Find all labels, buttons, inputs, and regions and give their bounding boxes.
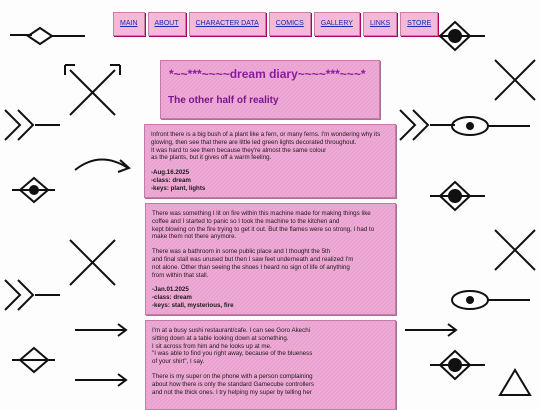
diary-entry xyxy=(145,320,396,410)
nav-main-link[interactable]: MAIN xyxy=(113,12,145,36)
tent-icon xyxy=(500,370,530,395)
diamond-arrow-icon xyxy=(12,348,55,372)
curved-arrow-icon xyxy=(75,159,129,172)
crossed-arrows-icon xyxy=(65,65,120,115)
arrow-icon xyxy=(405,324,456,336)
diamond-arrow-icon xyxy=(430,182,485,210)
main-navigation xyxy=(113,12,438,36)
entry-class: -class: dream xyxy=(151,176,191,184)
entry-date: -Jan.01.2025 xyxy=(152,286,189,294)
entry-class: -class: dream xyxy=(152,294,192,302)
diary-entry xyxy=(144,124,396,198)
chevron-feather-icon xyxy=(5,110,60,140)
entry-text: I'm at a busy sushi restaurant/cafe. I can see Goro Akechi sitting down at a table looking down at something. I sit across from him and he looks up at me. "I was able to find you right away, because of the blueness of your shirt", I say. xyxy=(152,327,313,366)
nav-gallery-link[interactable]: GALLERY xyxy=(314,12,360,36)
page-title: *~~***~~~~dream diary~~~~***~~~* xyxy=(169,67,366,81)
eye-arrow-icon xyxy=(452,117,530,135)
entry-text: There was something I lit on fire within this machine made for making things like coffee and I started to panic so I took the machine to the kitchen and kept blowing on the fire trying to get it out. But the flames were so strong, I had to make them not there anymore. xyxy=(152,210,375,241)
crossed-arrows-icon xyxy=(495,230,535,270)
entry-text: There is my super on the phone with a person complaining about how there is only the standard Gamecube controllers and not the thick ones. I try helping my super by telling her xyxy=(152,372,314,396)
arrow-icon xyxy=(75,324,126,386)
nav-store-link[interactable]: STORE xyxy=(400,12,438,36)
nav-about-link[interactable]: ABOUT xyxy=(148,12,186,36)
page-subtitle: The other half of reality xyxy=(168,95,279,106)
eye-arrow-icon xyxy=(452,291,530,309)
crossed-arrows-icon xyxy=(70,240,115,285)
chevron-feather-icon xyxy=(400,110,455,140)
diamond-arrow-icon xyxy=(10,28,85,44)
entry-text: There was a bathroom in some public place and I thought the 5th and final stall was unused but then I saw feet underneath and realized I'm not alone. Other than seeing the shoes I heard no sign of life of anything from within that stall. xyxy=(152,248,354,279)
entry-keys: -keys: stall, mysterious, fire xyxy=(152,301,234,309)
entry-keys: -keys: plant, lights xyxy=(151,184,206,192)
nav-comics-link[interactable]: COMICS xyxy=(269,12,311,36)
entry-text: Infront there is a big bush of a plant like a fern, or many ferns. I'm wondering why its glowing, then see that there are little led green lights decorated throughout. It was hard to see them because they're almost the same colour as the plants, but it gives off a warm feeling. xyxy=(151,131,381,162)
nav-links-link[interactable]: LINKS xyxy=(363,12,397,36)
diamond-arrow-icon xyxy=(12,178,55,202)
diamond-arrow-icon xyxy=(430,22,485,50)
nav-character-data-link[interactable]: CHARACTER DATA xyxy=(189,12,266,36)
chevron-feather-icon xyxy=(5,280,60,310)
page-header xyxy=(160,60,380,119)
diamond-arrow-icon xyxy=(430,351,485,379)
entry-date: -Aug.16.2025 xyxy=(151,169,190,177)
diary-entry xyxy=(145,203,396,315)
crossed-arrows-icon xyxy=(495,60,535,100)
